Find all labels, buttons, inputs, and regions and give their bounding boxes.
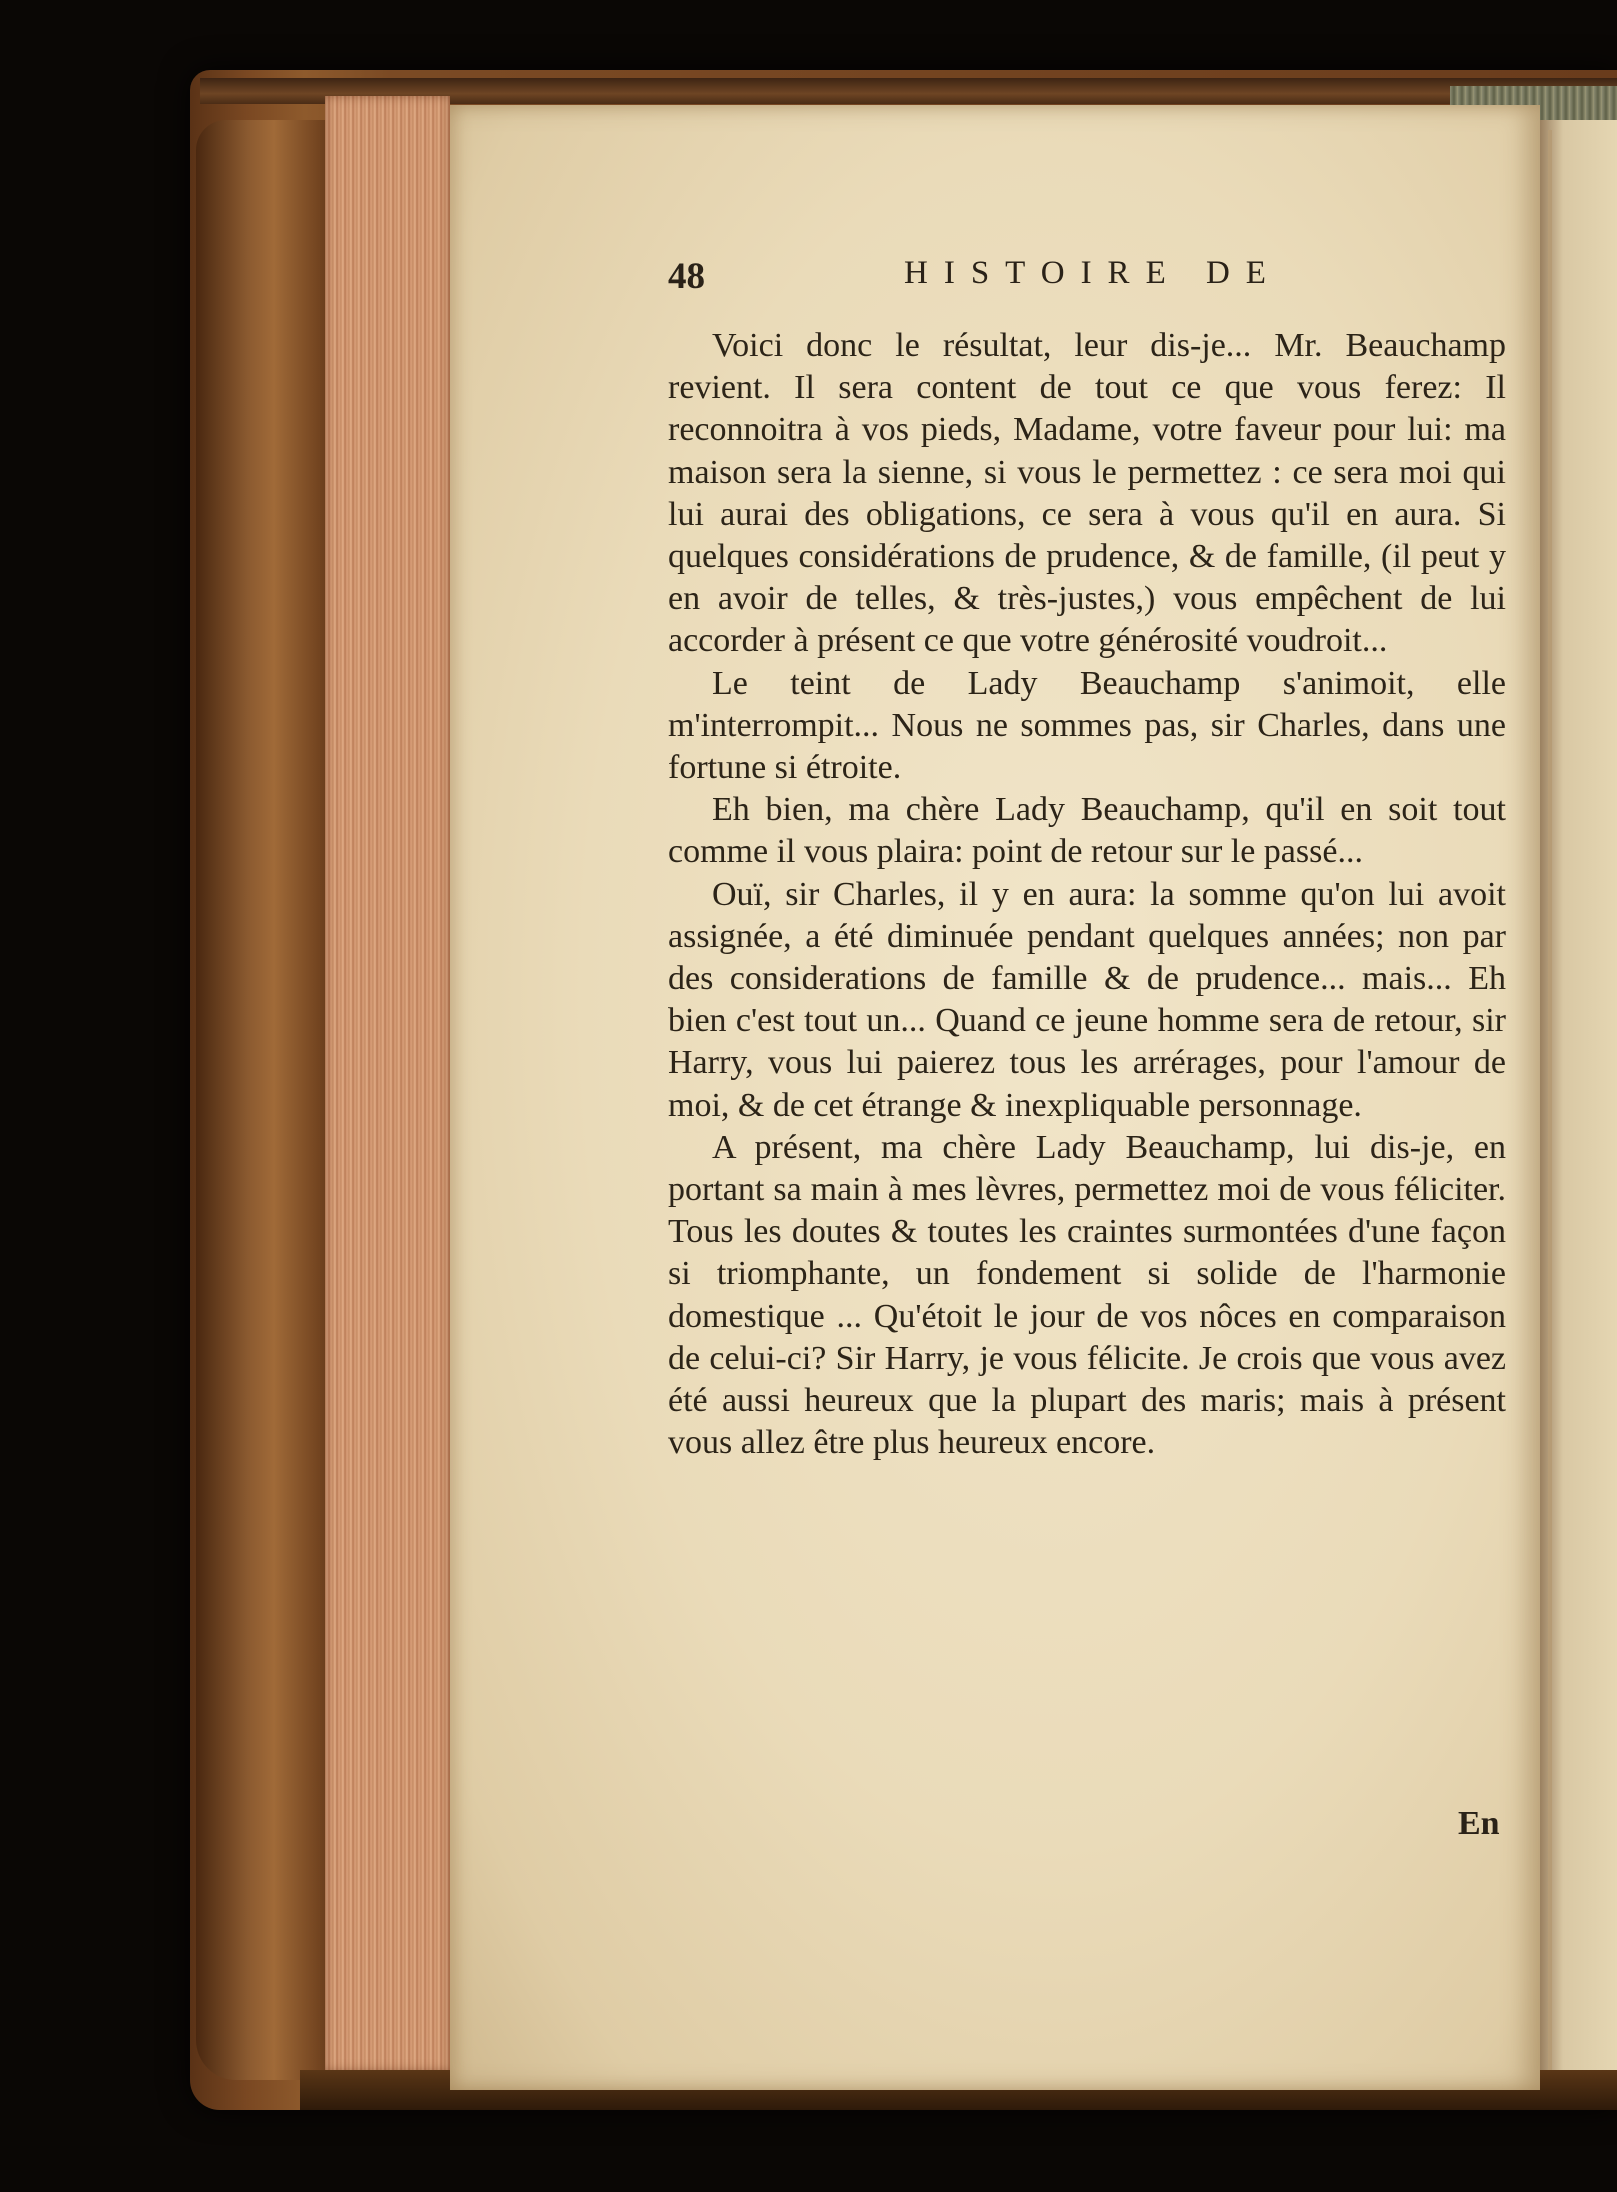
page-number: 48 [668,256,705,297]
paragraph: Ouï, sir Charles, il y en aura: la somme qu'on lui avoit assignée, a été diminuée pendant quelques années; non par des considerations de famille & de prudence... mais... Eh bien c'est tout un... Quand ce jeune homme sera de retour, sir Harry, vous lui paierez tous les arrérages, pour l'amour de moi, & de cet étrange & inexpliquable personnage. [668,875,1506,1124]
gutter-line [1548,130,1552,2080]
running-head [668,255,1506,325]
catchword: En [1458,1805,1500,1842]
paragraph: Eh bien, ma chère Lady Beauchamp, qu'il en soit tout comme il vous plaira: point de retour sur le passé... [668,791,1506,871]
running-title: HISTOIRE DE [904,255,1282,291]
book-spine [196,120,326,2080]
body-text [668,325,1506,1464]
paragraph: Voici donc le résultat, leur dis-je... Mr. Beauchamp revient. Il sera content de tout ce que vous ferez: Il reconnoitra à vos pieds, Madame, votre faveur pour lui: ma maison sera la sienne, si vous le permettez : ce sera moi qui lui aurai des obligations, ce sera à vous qu'il en aura. Si quelques considérations de prudence, & de famille, (il peut y en avoir de telles, & très-justes,) vous empêchent de lui accorder à présent ce que votre générosité voudroit... [668,327,1506,660]
paragraph: A présent, ma chère Lady Beauchamp, lui dis-je, en portant sa main à mes lèvres, permettez moi de vous féliciter. Tous les doutes & toutes les craintes surmontées d'une façon si triomphante, un fondement si solide de l'harmonie domestique ... Qu'étoit le jour de vos nôces en comparaison de celui-ci? Sir Harry, je vous félicite. Je crois que vous avez été aussi heureux que la plupart des maris; mais à présent vous allez être plus heureux encore. [668,1128,1506,1462]
paragraph: Le teint de Lady Beauchamp s'animoit, elle m'interrompit... Nous ne sommes pas, sir Charles, dans une fortune si étroite. [668,664,1506,787]
page-text [668,255,1506,1464]
page-edges [325,96,450,2071]
